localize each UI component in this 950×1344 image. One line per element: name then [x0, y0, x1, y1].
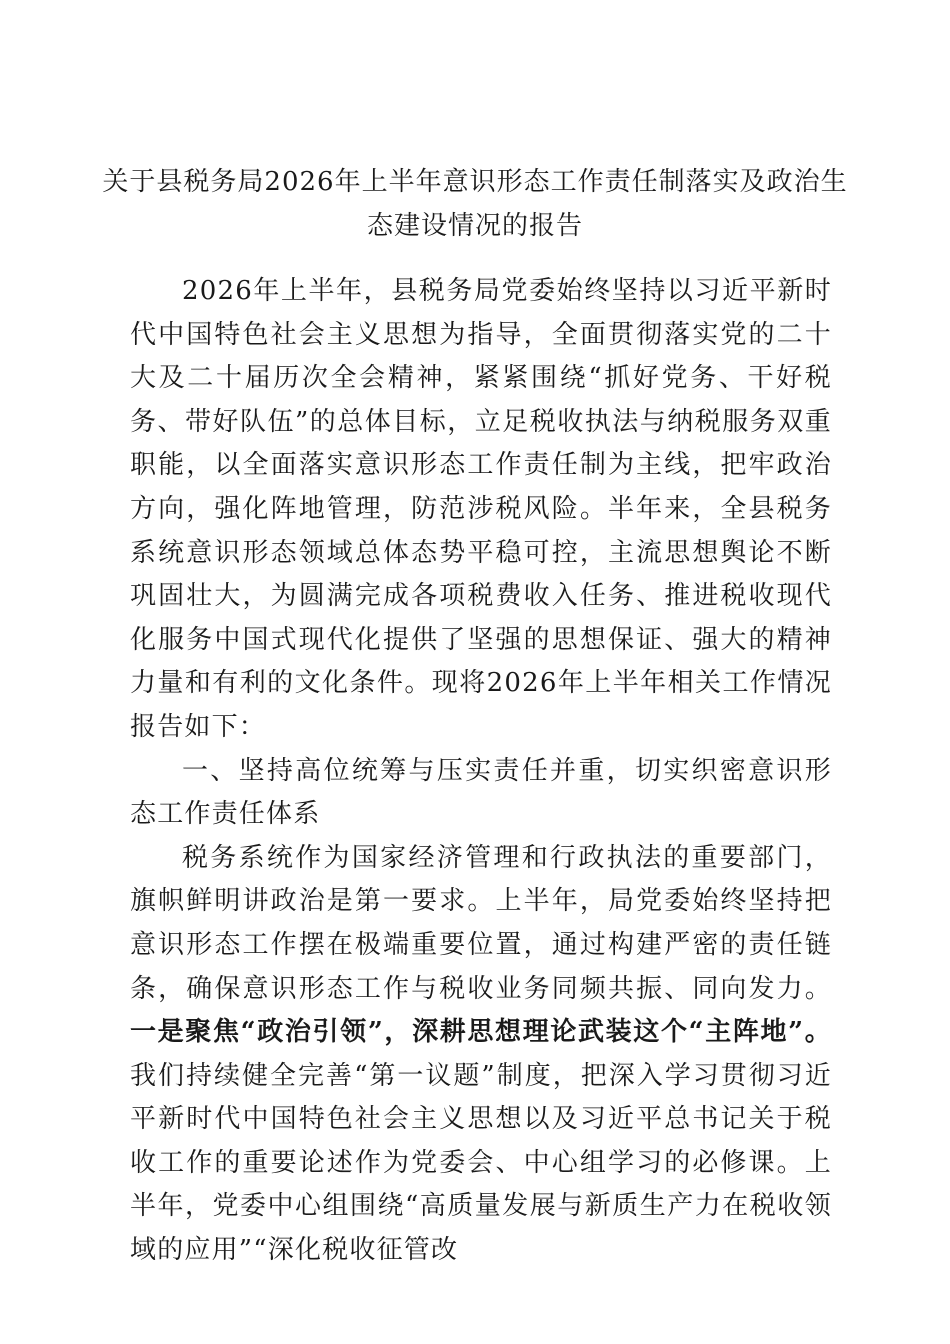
document-body — [130, 270, 832, 1273]
section-1-bold-point: 一是聚焦“政治引领”，深耕思想理论武装这个“主阵地”。 — [130, 1017, 832, 1048]
section-1-paragraph — [130, 837, 832, 1273]
document-title: 关于县税务局2026年上半年意识形态工作责任制落实及政治生态建设情况的报告 — [102, 167, 848, 241]
intro-paragraph: 2026年上半年，县税务局党委始终坚持以习近平新时代中国特色社会主义思想为指导，全面贯彻落实党的二十大及二十届历次全会精神，紧紧围绕“抓好党务、干好税务、带好队伍”的总体目标，立足税收执法与纳税服务双重职能，以全面落实意识形态工作责任制为主线，把牢政治方向，强化阵地管理，防范涉税风险。半年来，全县税务系统意识形态领域总体态势平稳可控，主流思想舆论不断巩固壮大，为圆满完成各项税费收入任务、推进税收现代化服务中国式现代化提供了坚强的思想保证、强大的精神力量和有利的文化条件。现将2026年上半年相关工作情况报告如下： — [130, 276, 832, 742]
section-1-tail-text: 我们持续健全完善“第一议题”制度，把深入学习贯彻习近平新时代中国特色社会主义思想以及习近平总书记关于税收工作的重要论述作为党委会、中心组学习的必修课。上半年，党委中心组围绕“高质量发展与新质生产力在税收领域的应用”“深化税收征管改 — [130, 1060, 832, 1266]
section-heading-1: 一、坚持高位统筹与压实责任并重，切实织密意识形态工作责任体系 — [130, 755, 832, 830]
section-1-lead-text: 税务系统作为国家经济管理和行政执法的重要部门，旗帜鲜明讲政治是第一要求。上半年，局党委始终坚持把意识形态工作摆在极端重要位置，通过构建严密的责任链条，确保意识形态工作与税收业务同频共振、同向发力。 — [130, 842, 832, 1004]
